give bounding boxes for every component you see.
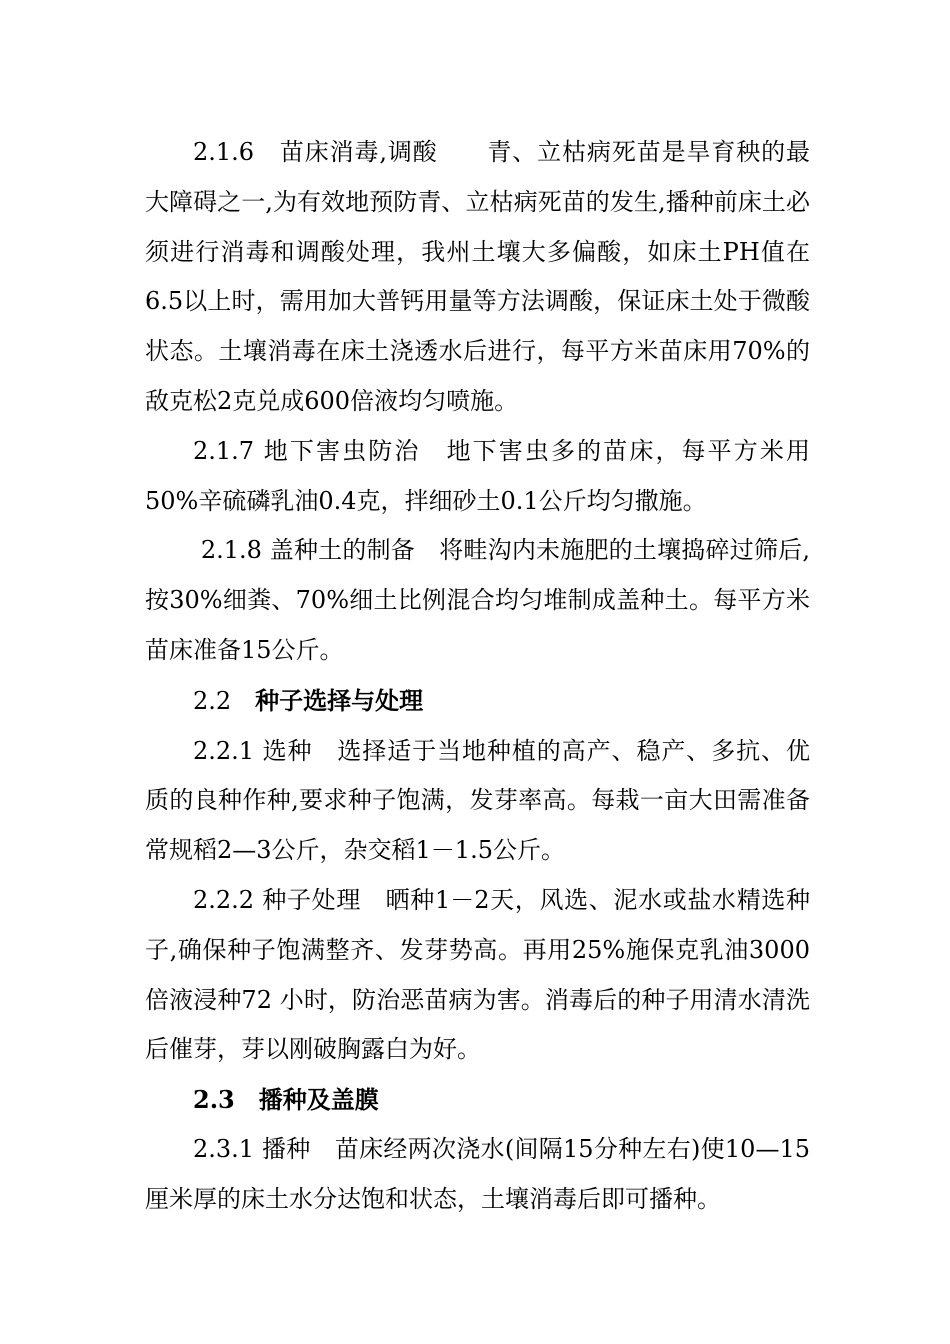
- paragraph-2-2-2: 2.2.2 种子处理 晒种1－2天，风选、泥水或盐水精选种子,确保种子饱满整齐、发芽势高。再用25%施保克乳油3000倍液浸种72 小时，防治恶苗病为害。消毒后的种子用清水清洗后催芽，芽以刚破胸露白为好。: [145, 885, 810, 1064]
- paragraph-2-1-7: 2.1.7 地下害虫防治 地下害虫多的苗床，每平方米用50%辛硫磷乳油0.4克，拌细砂土0.1公斤均匀撒施。: [145, 436, 810, 515]
- section-title-2-2: 种子选择与处理: [255, 685, 424, 715]
- paragraph-2-3-1: 2.3.1 播种 苗床经两次浇水(间隔15分种左右)使10—15厘米厚的床土水分达饱和状态，土壤消毒后即可播种。: [145, 1134, 810, 1213]
- paragraph-2-1-8: 2.1.8 盖种土的制备 将畦沟内未施肥的土壤捣碎过筛后,按30%细粪、70%细土比例混合均匀堆制成盖种土。每平方米苗床准备15公斤。: [145, 536, 810, 664]
- paragraph-2-2-1: 2.2.1 选种 选择适于当地种植的高产、稳产、多抗、优质的良种作种,要求种子饱满，发芽率高。每栽一亩大田需准备常规稻2—3公斤，杂交稻1－1.5公斤。: [145, 736, 810, 865]
- section-number-2-3: 2.3: [193, 1085, 259, 1115]
- paragraph-2-1-6: 2.1.6 苗床消毒,调酸 青、立枯病死苗是旱育秧的最大障碍之一,为有效地预防青、立枯病死苗的发生,播种前床土必须进行消毒和调酸处理，我州土壤大多偏酸，如床土PH值在6.5以上时，需用加大普钙用量等方法调酸，保证床土处于微酸状态。土壤消毒在床土浇透水后进行，每平方米苗床用70%的敌克松2克兑成600倍液均匀喷施。: [145, 138, 810, 415]
- document-body: [145, 128, 810, 1225]
- section-number-2-2: 2.2: [193, 686, 256, 715]
- section-heading-2-2: [145, 676, 810, 727]
- section-heading-2-3: [145, 1075, 810, 1125]
- section-title-2-3: 播种及盖膜: [258, 1085, 379, 1115]
